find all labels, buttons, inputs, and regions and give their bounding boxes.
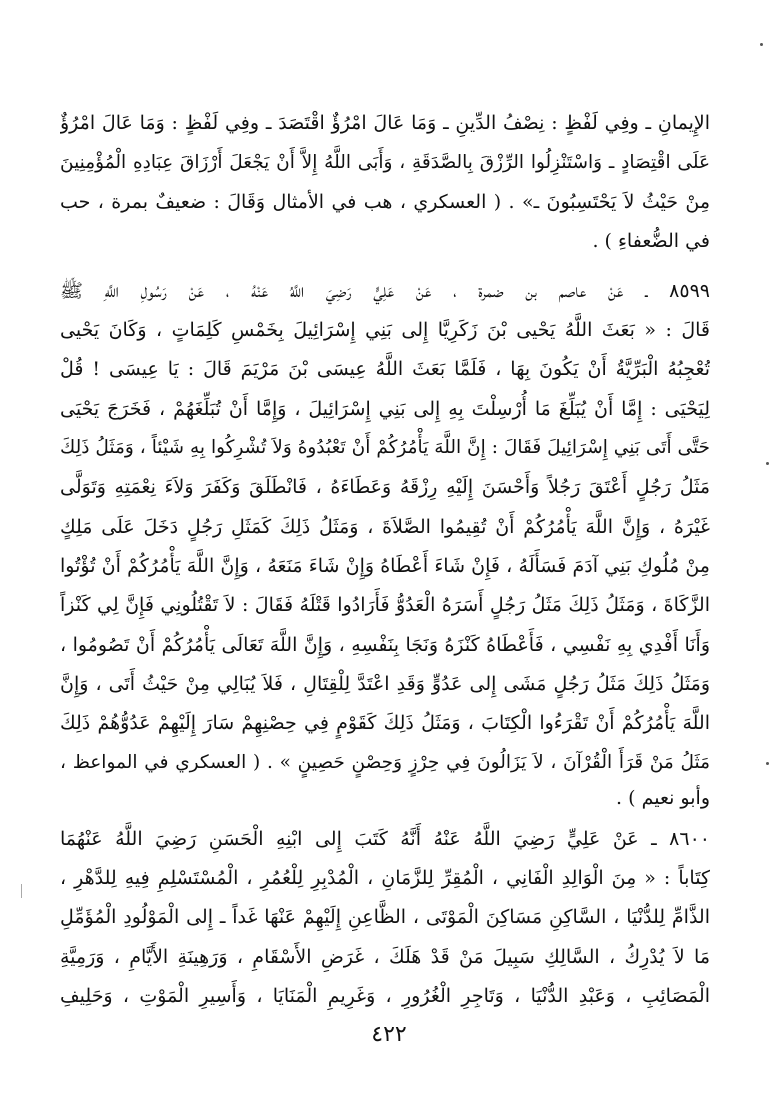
text-line: مِنْ مُلُوكِ بَنِي آدَمَ فَسَأَلَهُ ، فَإِنْ شَاءَ أَعْطَاهُ وَإِنْ شَاءَ مَنَعَهُ ، وَإِنَّ اللَّهَ يَأْمُرُكُمْ أَنْ تُؤْتُوا — [60, 555, 710, 577]
text-line: ٨٥٩٩ ـ عَنْ عاصم بن ضمرة ، عَنْ عَلِيٍّ رَضِيَ اللَّهُ عَنْهُ ، عَنْ رَسُولِ اللَّهِ ﷺ — [60, 280, 710, 302]
text-line: اللَّهَ يَأْمُرُكُمْ أَنْ تَقْرَءُوا الْكِتَابَ ، وَمَثَلُ ذَلِكَ كَقَوْمٍ فِي حِصْنِهِمْ سَارَ إِلَيْهِمْ عَدُوُّهُمْ ذَلِكَ — [60, 712, 710, 734]
text-line: عَلَى اقْتِصَادٍ ـ وَاسْتَنْزِلُوا الرِّزْقَ بِالصَّدَقَةِ ، وَأَبَى اللَّهُ إِلاَّ أَنْ يَجْعَلَ أَرْزَاقَ عِبَادِهِ الْمُؤْمِنِينَ — [60, 152, 710, 173]
scan-mark — [21, 884, 22, 898]
text-line: الإِيمانِ ـ وفِي لَفْظٍ : نِصْفُ الدِّينِ ـ وَمَا عَالَ امْرُؤٌ اقْتَصَدَ ـ وفِي لَفْظٍ : وَمَا عَالَ امْرُؤٌ — [60, 112, 710, 134]
text-line: قَالَ : « بَعَثَ اللَّهُ يَحْيى بْنَ زَكَرِيَّا إِلى بَنِي إِسْرَائِيلَ بِخَمْسِ كَلِمَاتٍ ، وَكَانَ يَحْيى — [60, 319, 710, 341]
text-line: حَتَّى أَتَى بَنِي إِسْرَائِيلَ فَقَالَ : إِنَّ اللَّهَ يَأْمُرُكُمْ أَنْ تَعْبُدُوهُ وَلاَ تُشْرِكُوا بِهِ شَيْئاً ، وَمَثَلُ ذَلِكَ — [60, 437, 710, 458]
text-line: تُعْجِبُهُ الْبَرِّيَّةُ أَنْ يَكُونَ بِهَا ، فَلَمَّا بَعَثَ اللَّهُ عِيسَى بْنَ مَرْيَمَ قَالَ : يَا عِيسَى ! قُلْ — [60, 358, 710, 380]
scan-speck — [766, 762, 769, 765]
text-line: وَأَنَا أَفْدِي بِهِ نَفْسِي ، فَأَعْطَاهُ كَنْزَهُ وَنَجَا بِنَفْسِهِ ، وَإِنَّ اللَّهَ تَعَالَى يَأْمُرُكُمْ أَنْ تَصُومُوا ، — [60, 634, 710, 656]
text-line: مَثَلُ رَجُلٍ أَعْتَقَ رَجُلاً وَأَحْسَنَ إِلَيْهِ رِزْقَهُ وَعَطَاءَهُ ، فَانْطَلَقَ وَكَفَرَ وَلاَءَ نِعْمَتِهِ وَتَوَلَّى — [60, 476, 710, 498]
text-line: مَا لاَ يُدْرِكُ ، السَّالِكِ سَبِيلَ مَنْ قَدْ هَلَكَ ، غَرَضِ الأَسْقَامِ ، وَرَهِينَةِ الأَيَّامِ ، وَرَمِيَّةِ — [60, 946, 710, 968]
scan-speck — [760, 43, 763, 46]
page-number: ٤٢٢ — [371, 1022, 407, 1047]
text-line: مَثَلُ مَنْ قَرَأَ الْقُرْآنَ ، لاَ يَزَالُونَ فِي حِرْزٍ وَحِصْنٍ حَصِينٍ » . ( العسكري في المواعظ ، — [60, 752, 710, 773]
text-line: ٨٦٠٠ ـ عَنْ عَلِيٍّ رَضِيَ اللَّهُ عَنْهُ أَنَّهُ كَتَبَ إِلى ابْنِهِ الْحَسَنِ رَضِيَ اللَّهُ عَنْهُمَا — [60, 828, 710, 850]
text-line: مِنْ حَيْثُ لاَ يَحْتَسِبُونَ ـ» . ( العسكري ، هب في الأمثال وَقَالَ : ضعيفٌ بمرة ، حب — [60, 191, 710, 213]
text-line: في الضُّعفاءِ ) . — [592, 230, 710, 252]
text-line: الْمَصَائِبِ ، وَعَبْدِ الدُّنْيَا ، وَتَاجِرِ الْغُرُورِ ، وَغَرِيمِ الْمَنَايَا ، وَأَسِيرِ الْمَوْتِ ، وَحَلِيفِ — [60, 985, 710, 1007]
text-line: غَيْرَهُ ، وَإِنَّ اللَّهَ يَأْمُرُكُمْ أَنْ تُقِيمُوا الصَّلاَةَ ، وَمَثَلُ ذَلِكَ كَمَثَلِ رَجُلٍ دَخَلَ عَلَى مَلِكٍ — [60, 516, 710, 538]
text-line: وأبو نعيم ) . — [616, 787, 710, 809]
text-line: وَمَثَلُ ذَلِكَ مَثَلُ رَجُلٍ مَشَى إِلى عَدُوٍّ وَقَدِ اعْتَدَّ لِلْقِتَالِ ، فَلاَ يُبَالِي مِنْ حَيْثُ أَتَى ، وَإِنَّ — [60, 673, 710, 695]
text-line: الذَّامِّ لِلدُّنْيَا ، السَّاكِنِ مَسَاكِنَ الْمَوْتَى ، الظَّاعِنِ إِلَيْهِمْ عَنْهَا غَداً ـ إِلى الْمَوْلُودِ الْمُؤَمِّلِ — [60, 906, 710, 928]
text-line: لِيَحْيَى : إِمَّا أَنْ يُبَلِّغَ مَا أُرْسِلْتَ بِهِ إِلى بَنِي إِسْرَائِيلَ ، وَإِمَّا أَنْ تُبَلِّغَهُمْ ، فَخَرَجَ يَحْيَى — [60, 398, 710, 420]
scan-speck — [766, 462, 769, 465]
text-line: كِتَاباً : « مِنَ الْوَالِدِ الْفَانِي ، الْمُقِرِّ لِلزَّمَانِ ، الْمُدْبِرِ لِلْعُمُرِ ، الْمُسْتَسْلِمِ فِيهِ لِلدَّهْرِ ، — [60, 867, 710, 889]
text-line: الزَّكَاةَ ، وَمَثَلُ ذَلِكَ مَثَلُ رَجُلٍ أَسَرَهُ الْعَدُوُّ فَأَرَادُوا قَتْلَهُ فَقَالَ : لاَ تَقْتُلُونِي فَإِنَّ لِي كَنْزاً — [60, 594, 710, 616]
